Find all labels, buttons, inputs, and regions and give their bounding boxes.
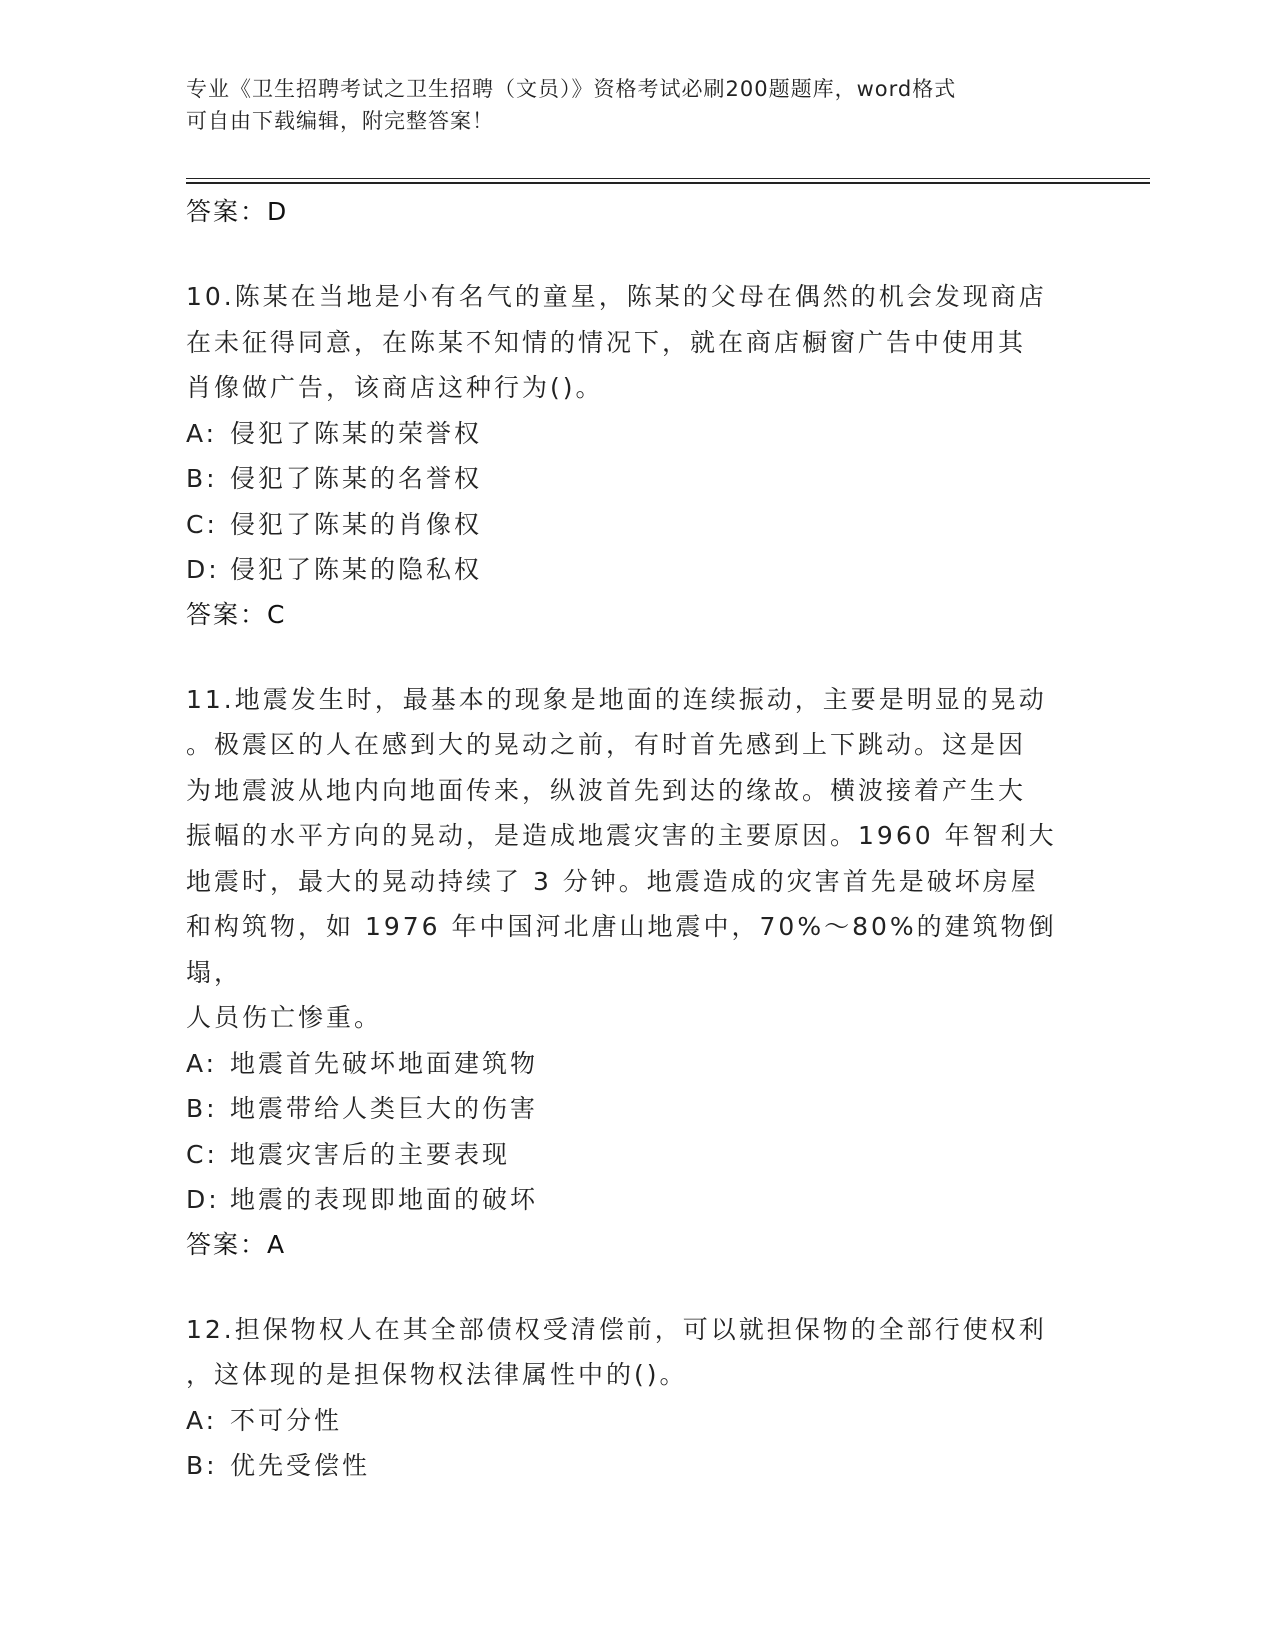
option-b: [186, 1086, 1086, 1132]
option-text: 侵犯了陈某的隐私权: [230, 555, 483, 584]
option-key: A:: [186, 1048, 218, 1078]
option-text: 不可分性: [230, 1405, 343, 1435]
question-11: [186, 677, 1086, 1267]
question-stem-line: ，这体现的是担保物权法律属性中的()。: [186, 1360, 688, 1389]
header-divider-thick: [186, 182, 1150, 184]
question-stem-line: 为地震波从地内向地面传来，纵波首先到达的缘故。横波接着产生大: [186, 775, 1027, 805]
option-key: C:: [186, 1139, 218, 1169]
option-key: A:: [186, 1405, 218, 1435]
prev-answer: 答案：D: [186, 197, 289, 226]
question-answer: 答案：C: [186, 599, 287, 629]
option-text: 地震带给人类巨大的伤害: [230, 1094, 539, 1123]
option-key: B:: [186, 1094, 218, 1123]
option-text: 地震首先破坏地面建筑物: [230, 1048, 539, 1078]
question-stem-line: 。极震区的人在感到大的晃动之前，有时首先感到上下跳动。这是因: [186, 730, 1027, 759]
header-divider-thin: [186, 178, 1150, 179]
question-stem-line: 振幅的水平方向的晃动，是造成地震灾害的主要原因。1960 年智利大: [186, 821, 1057, 850]
option-text: 侵犯了陈某的名誉权: [230, 464, 483, 493]
document-body: [186, 190, 1086, 1489]
option-text: 侵犯了陈某的肖像权: [230, 509, 483, 539]
option-key: B:: [186, 1451, 218, 1480]
option-a: [186, 411, 1086, 457]
header-line-2: 可自由下载编辑，附完整答案！: [186, 109, 494, 133]
option-key: C:: [186, 509, 218, 539]
question-12: [186, 1307, 1086, 1489]
option-key: B:: [186, 464, 218, 493]
question-stem-line: 在未征得同意，在陈某不知情的情况下，就在商店橱窗广告中使用其: [186, 327, 1027, 357]
question-stem-line: 11.地震发生时，最基本的现象是地面的连续振动，主要是明显的晃动: [186, 684, 1047, 714]
option-a: [186, 1041, 1086, 1087]
option-c: [186, 502, 1086, 548]
question-stem-line: 和构筑物，如 1976 年中国河北唐山地震中，70%～80%的建筑物倒塌，: [186, 912, 1057, 987]
question-stem-line: 人员伤亡惨重。: [186, 1003, 383, 1032]
option-text: 优先受偿性: [230, 1451, 371, 1480]
option-key: A:: [186, 418, 218, 448]
option-d: [186, 1177, 1086, 1223]
option-text: 侵犯了陈某的荣誉权: [230, 418, 483, 448]
question-stem-line: 肖像做广告，该商店这种行为()。: [186, 373, 604, 402]
page-header: [186, 73, 1086, 137]
option-c: [186, 1132, 1086, 1178]
question-answer: 答案：A: [186, 1229, 287, 1259]
option-d: [186, 547, 1086, 593]
header-line-1: 专业《卫生招聘考试之卫生招聘（文员）》资格考试必刷200题题库，word格式: [186, 77, 957, 101]
option-text: 地震灾害后的主要表现: [230, 1139, 511, 1169]
question-stem-line: 10.陈某在当地是小有名气的童星，陈某的父母在偶然的机会发现商店: [186, 282, 1047, 311]
option-a: [186, 1398, 1086, 1444]
option-text: 地震的表现即地面的破坏: [230, 1185, 539, 1214]
option-b: [186, 456, 1086, 502]
option-b: [186, 1443, 1086, 1489]
question-stem-line: 12.担保物权人在其全部债权受清偿前，可以就担保物的全部行使权利: [186, 1314, 1047, 1344]
option-key: D:: [186, 1185, 220, 1214]
option-key: D:: [186, 555, 220, 584]
question-stem-line: 地震时，最大的晃动持续了 3 分钟。地震造成的灾害首先是破坏房屋: [186, 866, 1039, 896]
question-10: [186, 274, 1086, 637]
